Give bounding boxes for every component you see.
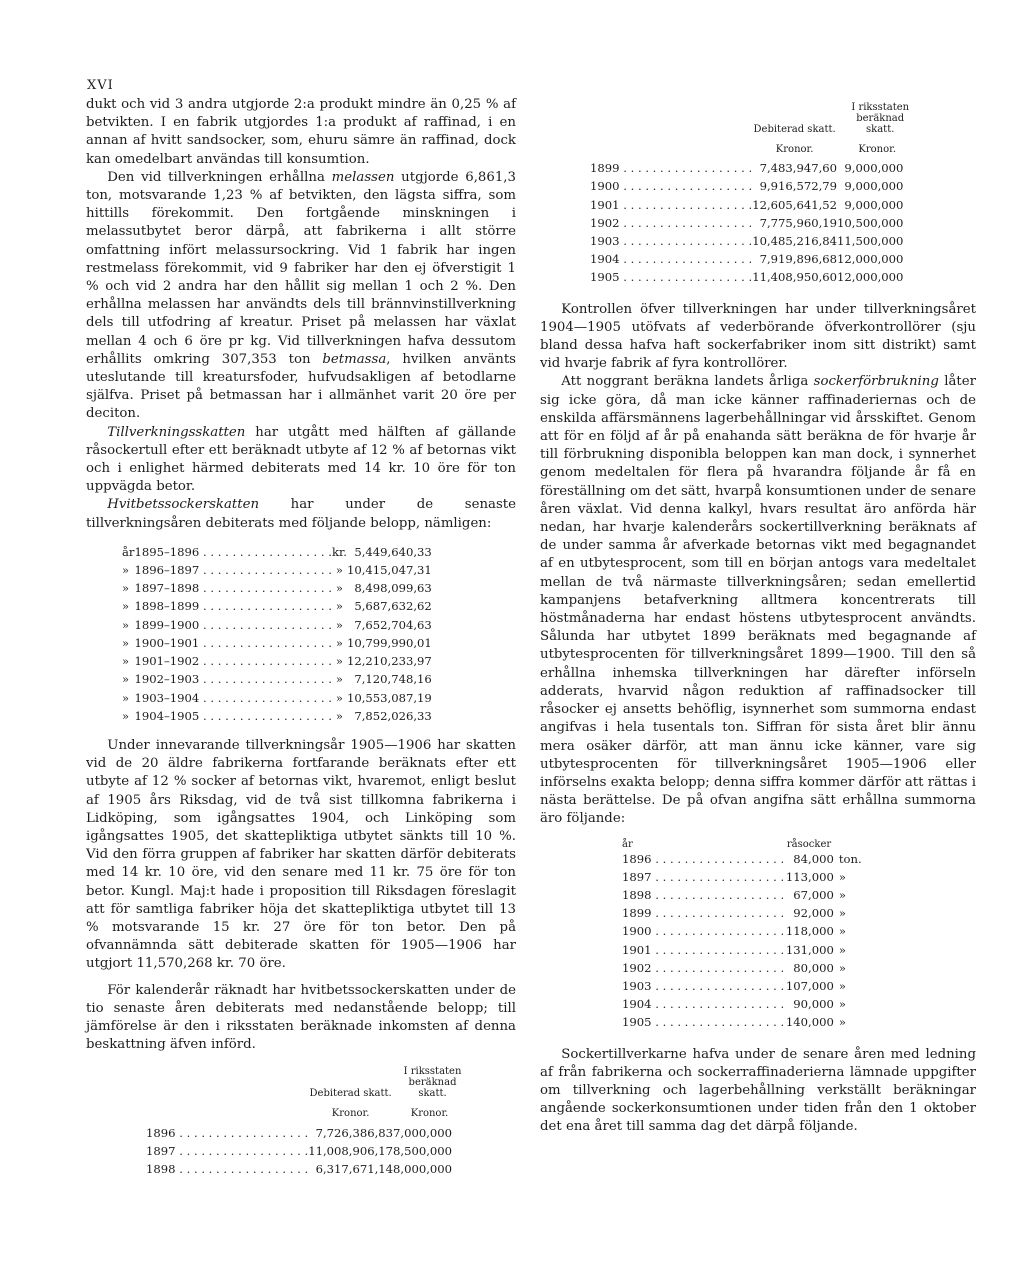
budget-value: 10,500,000: [837, 215, 904, 230]
unit-label: Kronor.: [858, 144, 896, 155]
table-row: [590, 196, 917, 214]
year-cell: 1896 . . . . . . . . . . . . . . . . . .: [622, 851, 785, 866]
currency: »: [335, 563, 343, 578]
year-cell: 1903 . . . . . . . . . . . . . . . . . .: [590, 234, 753, 249]
year-cell: 1898 . . . . . . . . . . . . . . . . . .: [146, 1161, 309, 1176]
currency: kr.: [331, 544, 347, 559]
table-row: [622, 977, 862, 995]
table-row: [590, 268, 917, 286]
table-row: [622, 941, 862, 959]
paragraph: Sockertillverkarne hafva under de senare åren med ledning af från fabrikerna och sockerraffinaderierna lämnade uppgifter om tillverkning och lagerbehållning verkställt beräkningar angående sockerkonsumtionen under tiden från den 1 oktober det ena året till samma dag det därpå följande.: [540, 1046, 976, 1135]
table-row: [622, 904, 862, 922]
currency: »: [335, 672, 343, 687]
currency: »: [335, 708, 343, 723]
table-row: [590, 214, 917, 232]
year-cell: 1905 . . . . . . . . . . . . . . . . . .: [622, 1015, 785, 1030]
table-row: [122, 707, 432, 725]
year: 1903: [622, 978, 652, 993]
unit: »: [838, 1015, 846, 1030]
debit-value: 7,483,947,60: [759, 161, 838, 176]
table-row: [122, 652, 432, 670]
amount: 12,210,233,97: [346, 654, 432, 669]
budget-value: 8,500,000: [393, 1143, 453, 1158]
amount: 7,652,704,63: [354, 617, 432, 632]
year: 1900: [622, 924, 652, 939]
season-cell: 1904–1905 . . . . . . . . . . . . . . . . . .: [134, 708, 332, 723]
raw-sugar-value: 67,000: [793, 887, 834, 902]
unit: »: [838, 942, 846, 957]
raw-sugar-value: 140,000: [785, 1015, 834, 1030]
raw-sugar-value: 118,000: [785, 924, 834, 939]
tax-by-calendar-year-table: [146, 1066, 466, 1178]
raw-sugar-value: 84,000: [793, 851, 834, 866]
unit: »: [838, 906, 846, 921]
table-row: [590, 250, 917, 268]
table-row: [122, 689, 432, 707]
page-number: XVI: [87, 78, 114, 93]
season-cell: 1898–1899 . . . . . . . . . . . . . . . . . .: [134, 599, 332, 614]
debit-value: 7,775,960,19: [759, 215, 838, 230]
year-cell: 1905 . . . . . . . . . . . . . . . . . .: [590, 270, 753, 285]
column-header: råsocker: [786, 838, 832, 850]
year-cell: 1901 . . . . . . . . . . . . . . . . . .: [622, 942, 785, 957]
debit-value: 7,919,896,68: [759, 252, 838, 267]
amount: 5,449,640,33: [354, 544, 432, 559]
table-row: [622, 886, 862, 904]
season: 1903–1904: [134, 690, 200, 705]
year: 1905: [622, 1015, 652, 1030]
table-row: [122, 561, 432, 579]
table-row: [622, 850, 862, 868]
unit: »: [838, 887, 846, 902]
raw-sugar-value: 113,000: [785, 869, 834, 884]
currency: »: [335, 599, 343, 614]
table-row: [622, 868, 862, 886]
raw-sugar-consumption-table: [622, 839, 862, 1032]
table-row: [622, 922, 862, 940]
row-marker: »: [122, 690, 130, 705]
column-header: år: [622, 838, 633, 850]
right-column: [540, 96, 976, 1137]
amount: 10,415,047,31: [346, 563, 432, 578]
debit-value: 6,317,671,14: [315, 1161, 394, 1176]
season-cell: 1903–1904 . . . . . . . . . . . . . . . . . .: [134, 690, 332, 705]
season: 1904–1905: [134, 708, 200, 723]
season-cell: 1902–1903 . . . . . . . . . . . . . . . . . .: [134, 672, 332, 687]
table-row: [122, 597, 432, 615]
row-marker: »: [122, 672, 130, 687]
year-cell: 1902 . . . . . . . . . . . . . . . . . .: [590, 215, 753, 230]
tax-by-season-table: [122, 543, 432, 725]
table-row: [622, 995, 862, 1013]
unit: »: [838, 869, 846, 884]
amount: 10,799,990,01: [346, 635, 432, 650]
amount: 7,120,748,16: [354, 672, 432, 687]
year-cell: 1897 . . . . . . . . . . . . . . . . . .: [622, 869, 785, 884]
table-row: [122, 579, 432, 597]
table-row: [590, 177, 917, 195]
budget-value: 9,000,000: [844, 197, 904, 212]
paragraph: dukt och vid 3 andra utgjorde 2:a produkt mindre än 0,25 % af betvikten. I en fabrik utgjordes 1:a produkt af raffinad, i en annan af hvitt sandsocker, som, ehuru sämre än raffinad, dock kan omedelbart användas till konsumtion.: [86, 97, 516, 167]
table-row: [122, 670, 432, 688]
row-marker: »: [122, 599, 130, 614]
row-marker: »: [122, 563, 130, 578]
table-row: [122, 616, 432, 634]
unit: »: [838, 997, 846, 1012]
year-cell: 1899 . . . . . . . . . . . . . . . . . .: [622, 906, 785, 921]
season-cell: 1897–1898 . . . . . . . . . . . . . . . . . .: [134, 581, 332, 596]
tax-by-calendar-year-table-continued: [590, 102, 917, 287]
season-cell: 1900–1901 . . . . . . . . . . . . . . . . . .: [134, 635, 332, 650]
year-cell: 1901 . . . . . . . . . . . . . . . . . .: [590, 197, 753, 212]
year: 1904: [590, 252, 620, 267]
debit-value: 11,008,906,17: [308, 1143, 394, 1158]
debit-value: 9,916,572,79: [759, 179, 838, 194]
paragraph-tillverkningsskatt: Tillverkningsskatten har utgått med hälften af gällande råsockertull efter ett beräknadt utbyte af 12 % af betornas vikt och i enlighet härmed debiterats med 14 kr. 10 öre för ton uppvägda betor.: [86, 424, 516, 495]
budget-value: 12,000,000: [837, 270, 904, 285]
unit: ton.: [838, 851, 862, 866]
budget-value: 7,000,000: [393, 1125, 453, 1140]
season: 1901–1902: [134, 654, 200, 669]
left-column: [86, 96, 516, 1178]
row-marker: »: [122, 581, 130, 596]
season: 1900–1901: [134, 635, 200, 650]
season: 1899–1900: [134, 617, 200, 632]
unit-label: Kronor.: [775, 144, 814, 155]
paragraph-kontroll: Kontrollen öfver tillverkningen har under tillverkningsåret 1904—1905 utöfvats af vederbörande öfverkontrollörer (sju bland dessa hafva haft sockerfabriker inom sitt distrikt) samt vid hvarje fabrik af fyra kontrollörer.: [540, 301, 976, 372]
year: 1904: [622, 997, 652, 1012]
year: 1898: [622, 887, 652, 902]
table-row: [122, 634, 432, 652]
debit-value: 10,485,216,84: [752, 234, 838, 249]
raw-sugar-value: 90,000: [793, 997, 834, 1012]
year: 1897: [146, 1143, 176, 1158]
year-cell: 1897 . . . . . . . . . . . . . . . . . .: [146, 1143, 309, 1158]
season-cell: 1899–1900 . . . . . . . . . . . . . . . . . .: [134, 617, 332, 632]
raw-sugar-value: 92,000: [793, 906, 834, 921]
table-row: [146, 1124, 466, 1142]
budget-value: 12,000,000: [837, 252, 904, 267]
table-row: [622, 1013, 862, 1031]
raw-sugar-value: 131,000: [785, 942, 834, 957]
year: 1899: [590, 161, 620, 176]
row-marker: »: [122, 617, 130, 632]
year: 1901: [622, 942, 652, 957]
paragraph-hvitbetssockerskatt: Hvitbetssockerskatten har under de senaste tillverkningsåren debiterats med följande belopp, nämligen:: [86, 497, 516, 531]
year-cell: 1902 . . . . . . . . . . . . . . . . . .: [622, 960, 785, 975]
column-header: I riksstaten beräknad skatt.: [851, 102, 910, 135]
currency: »: [335, 581, 343, 596]
unit-label: Kronor.: [410, 1108, 449, 1120]
unit: »: [838, 924, 846, 939]
column-header: Debiterad skatt.: [309, 1088, 392, 1100]
year-cell: 1904 . . . . . . . . . . . . . . . . . .: [622, 997, 785, 1012]
row-marker: år: [122, 544, 135, 559]
budget-value: 9,000,000: [844, 161, 904, 176]
debit-value: 7,726,386,83: [315, 1125, 394, 1140]
amount: 5,687,632,62: [354, 599, 432, 614]
amount: 8,498,099,63: [354, 581, 432, 596]
season: 1898–1899: [134, 599, 200, 614]
raw-sugar-value: 107,000: [785, 978, 834, 993]
amount: 10,553,087,19: [346, 690, 432, 705]
year: 1902: [590, 215, 620, 230]
unit-label: Kronor.: [331, 1108, 370, 1120]
season: 1896–1897: [134, 563, 200, 578]
year-cell: 1903 . . . . . . . . . . . . . . . . . .: [622, 978, 785, 993]
budget-value: 9,000,000: [844, 179, 904, 194]
unit: »: [838, 978, 846, 993]
year-cell: 1898 . . . . . . . . . . . . . . . . . .: [622, 887, 785, 902]
column-header: Debiterad skatt.: [753, 124, 836, 135]
currency: »: [335, 690, 343, 705]
column-header: I riksstaten beräknad skatt.: [403, 1066, 462, 1100]
year-cell: 1900 . . . . . . . . . . . . . . . . . .: [622, 924, 785, 939]
row-marker: »: [122, 708, 130, 723]
currency: »: [335, 617, 343, 632]
year-cell: 1900 . . . . . . . . . . . . . . . . . .: [590, 179, 753, 194]
table-row: [590, 159, 917, 177]
season: 1902–1903: [134, 672, 200, 687]
year: 1897: [622, 869, 652, 884]
year: 1902: [622, 960, 652, 975]
year: 1905: [590, 270, 620, 285]
table-row: [146, 1142, 466, 1160]
debit-value: 11,408,950,60: [752, 270, 838, 285]
table-row: [622, 959, 862, 977]
currency: »: [335, 635, 343, 650]
table-row: [590, 232, 917, 250]
season-cell: 1895–1896 . . . . . . . . . . . . . . . . . .: [134, 544, 332, 559]
year-cell: 1896 . . . . . . . . . . . . . . . . . .: [146, 1125, 309, 1140]
budget-value: 11,500,000: [837, 234, 904, 249]
table-row: [146, 1160, 466, 1178]
paragraph-melass: Den vid tillverkningen erhållna melassen utgjorde 6,861,3 ton, motsvarande 1,23 % af betvikten, den lägsta siffra, som hittills förekommit. Den fortgående minskningen i melassutbytet beror därpå, att fabrikerna i allt större omfattning infört melassursockring. Vid 1 fabrik har ingen restmelass förekommit, vid 9 fabriker har den ej öfverstigit 1 % och vid 2 andra har den hållit sig mellan 1 och 2 %. Den erhållna melassen har användts dels till brännvinstillverkning dels till utfodring af kreatur. Priset på melassen har växlat mellan 4 och 6 öre pr kg. Vid tillverkningen hafva dessutom erhållits omkring 307,353 ton betmassa, hvilken använts uteslutande till kreatursfoder, hufvudsakligen af betodlarne själfva. Priset på betmassan har i allmänhet varit 20 öre per deciton.: [86, 169, 516, 422]
year: 1899: [622, 906, 652, 921]
year: 1896: [146, 1125, 176, 1140]
paragraph-sockerforbrukning: Att noggrant beräkna landets årliga sockerförbrukning låter sig icke göra, då man icke känner raffinaderiernas och de enskilda affärsmännens lagerbehållningar vid årsskiftet. Genom att för en följd af år på enahanda sätt beräkna de för hvarje år till förbrukning disponibla beloppen kan man dock, i synnerhet genom medeltalen för flera på hvarandra följande år få en föreställning om det sätt, hvarpå konsumtionen under de senare åren växlat. Vid denna kalkyl, hvars resultat äro anförda här nedan, har hvarje kalenderårs sockertillverkning beräknats af de under samma år afverkade betornas vikt med begagnandet af en utbytesprocent, som till en början antogs vara medeltalet mellan de två närmaste tillverkningsåren; sedan emellertid kampanjens betafverkning alltmera koncentrerats till höstmånaderna har endast höstens utbytesprocent användts. Sålunda har utbytet 1899 beräknats med begagnande af utbytesprocenten för tillverkningsåret 1899—1900. Till den så erhållna inhemska tillverkningen har därefter införseln adderats, hvarvid någon reduktion af raffinadsocker till råsocker ej ansetts behöflig, isynnerhet som summorna endast angifvas i hela tusentals ton. Siffran för sista året blir ännu mera osäker därför, att man ännu icke känner, vare sig utbytesprocenten för tillverkningsåret 1905—1906 eller införselns exakta belopp; denna siffra kommer därför att rättas i nästa berättelse. De på ofvan angifna sätt erhållna summorna äro följande:: [540, 374, 976, 827]
season-cell: 1896–1897 . . . . . . . . . . . . . . . . . .: [134, 563, 332, 578]
paragraph: För kalenderår räknadt har hvitbetssockerskatten under de tio senaste åren debiterats med nedanstående belopp; till jämförelse är den i riksstaten beräknade inkomsten af denna beskattning äfven införd.: [86, 982, 516, 1053]
amount: 7,852,026,33: [354, 708, 432, 723]
row-marker: »: [122, 635, 130, 650]
year: 1900: [590, 179, 620, 194]
year: 1903: [590, 234, 620, 249]
raw-sugar-value: 80,000: [793, 960, 834, 975]
year: 1898: [146, 1161, 176, 1176]
season: 1897–1898: [134, 581, 200, 596]
year-cell: 1899 . . . . . . . . . . . . . . . . . .: [590, 161, 753, 176]
year-cell: 1904 . . . . . . . . . . . . . . . . . .: [590, 252, 753, 267]
year: 1901: [590, 197, 620, 212]
debit-value: 12,605,641,52: [752, 197, 838, 212]
currency: »: [335, 654, 343, 669]
season-cell: 1901–1902 . . . . . . . . . . . . . . . . . .: [134, 654, 332, 669]
row-marker: »: [122, 654, 130, 669]
unit: »: [838, 960, 846, 975]
year: 1896: [622, 851, 652, 866]
budget-value: 8,000,000: [393, 1161, 453, 1176]
table-row: [122, 543, 432, 561]
season: 1895–1896: [134, 544, 200, 559]
paragraph: Under innevarande tillverkningsår 1905—1906 har skatten vid de 20 äldre fabrikerna fortfarande beräknats efter ett utbyte af 12 % socker af betornas vikt, hvaremot, enligt beslut af 1905 års Riksdag, vid de två sist tillkomna fabrikerna i Lidköping, som igångsattes 1904, och Linköping som igångsattes 1905, det skattepliktiga utbytet sänkts till 10 %. Vid den förra gruppen af fabriker har skatten därför debiterats med 14 kr. 10 öre, vid den senare med 11 kr. 75 öre för ton betor. Kungl. Maj:t hade i proposition till Riksdagen föreslagit att för samtliga fabriker höja det skattepliktiga utbytet till 13 % motsvarande 15 kr. 27 öre för ton betor. Den på ofvannämnda sätt debiterade skatten för 1905—1906 har utgjort 11,570,268 kr. 70 öre.: [86, 737, 516, 972]
